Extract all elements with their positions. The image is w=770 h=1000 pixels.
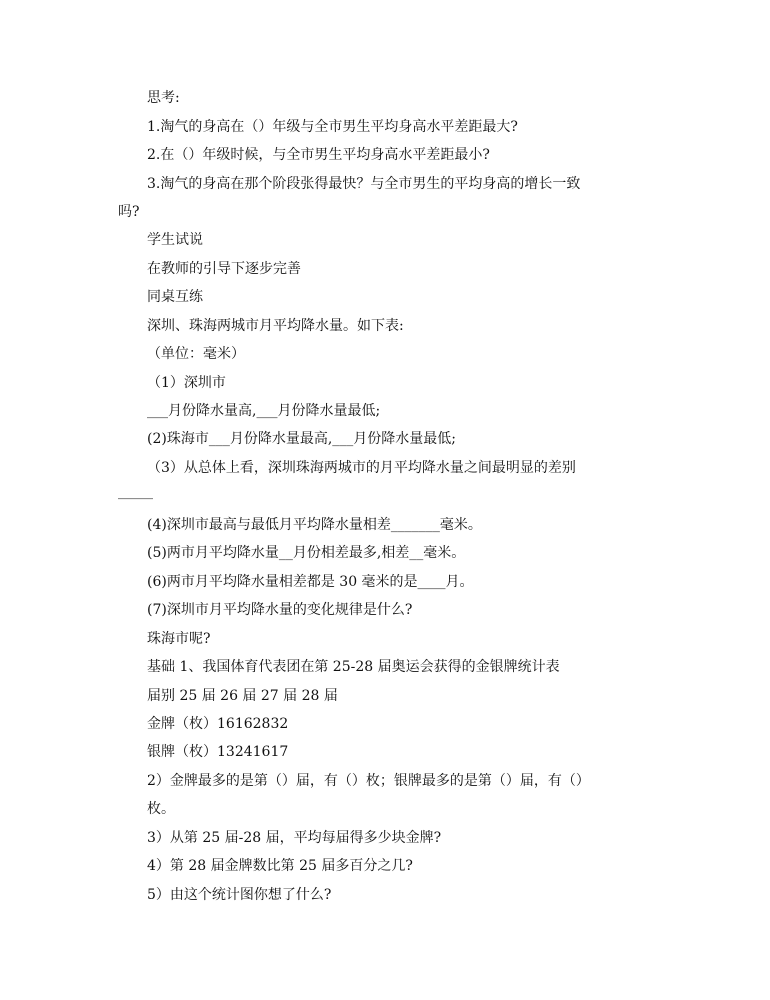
exercise-intro: 深圳、珠海两城市月平均降水量。如下表: bbox=[147, 318, 404, 334]
answer-blank: _____ bbox=[118, 484, 153, 500]
table-row: 银牌（枚）13241617 bbox=[147, 744, 289, 760]
question-item: 2）金牌最多的是第（）届，有（）枚；银牌最多的是第（）届，有（） bbox=[147, 773, 590, 789]
exercise-item: (5)两市月平均降水量__月份相差最多,相差__毫米。 bbox=[147, 545, 466, 561]
table-row: 届别 25 届 26 届 27 届 28 届 bbox=[147, 688, 338, 704]
exercise-item: （3）从总体上看，深圳珠海两城市的月平均降水量之间最明显的差别 bbox=[147, 460, 576, 476]
question-3: 3.淘气的身高在那个阶段张得最快？与全市男生的平均身高的增长一致 bbox=[147, 176, 581, 192]
exercise-item: (2)珠海市___月份降水量最高,___月份降水量最低; bbox=[147, 431, 456, 447]
question-item: 4）第 28 届金牌数比第 25 届多百分之几? bbox=[147, 858, 413, 874]
exercise-item: (7)深圳市月平均降水量的变化规律是什么? bbox=[147, 602, 413, 618]
text-line: 在教师的引导下逐步完善 bbox=[147, 261, 301, 277]
table-row: 金牌（枚）16162832 bbox=[147, 716, 289, 732]
exercise-item: (4)深圳市最高与最低月平均降水量相差_______毫米。 bbox=[147, 517, 482, 533]
unit-note: （单位：毫米） bbox=[147, 346, 245, 362]
text-line: 学生试说 bbox=[147, 232, 203, 248]
question-3-continued: 吗? bbox=[118, 204, 140, 220]
question-item: 3）从第 25 届-28 届，平均每届得多少块金牌? bbox=[147, 830, 442, 846]
question-item: 5）由这个统计图你想了什么? bbox=[147, 887, 332, 903]
question-item-continued: 枚。 bbox=[147, 801, 175, 817]
exercise-item: 珠海市呢? bbox=[147, 631, 211, 647]
question-1: 1.淘气的身高在（）年级与全市男生平均身高水平差距最大? bbox=[147, 119, 518, 135]
heading-thinking: 思考: bbox=[147, 90, 180, 106]
exercise-item: ___月份降水量高,___月份降水量最低; bbox=[147, 403, 381, 419]
exercise-item: （1）深圳市 bbox=[147, 375, 226, 391]
question-2: 2.在（）年级时候，与全市男生平均身高水平差距最小? bbox=[147, 147, 490, 163]
exercise-item: (6)两市月平均降水量相差都是 30 毫米的是____月。 bbox=[147, 574, 474, 590]
text-line: 同桌互练 bbox=[147, 289, 203, 305]
table-title: 基础 1、我国体育代表团在第 25-28 届奥运会获得的金银牌统计表 bbox=[147, 659, 560, 675]
